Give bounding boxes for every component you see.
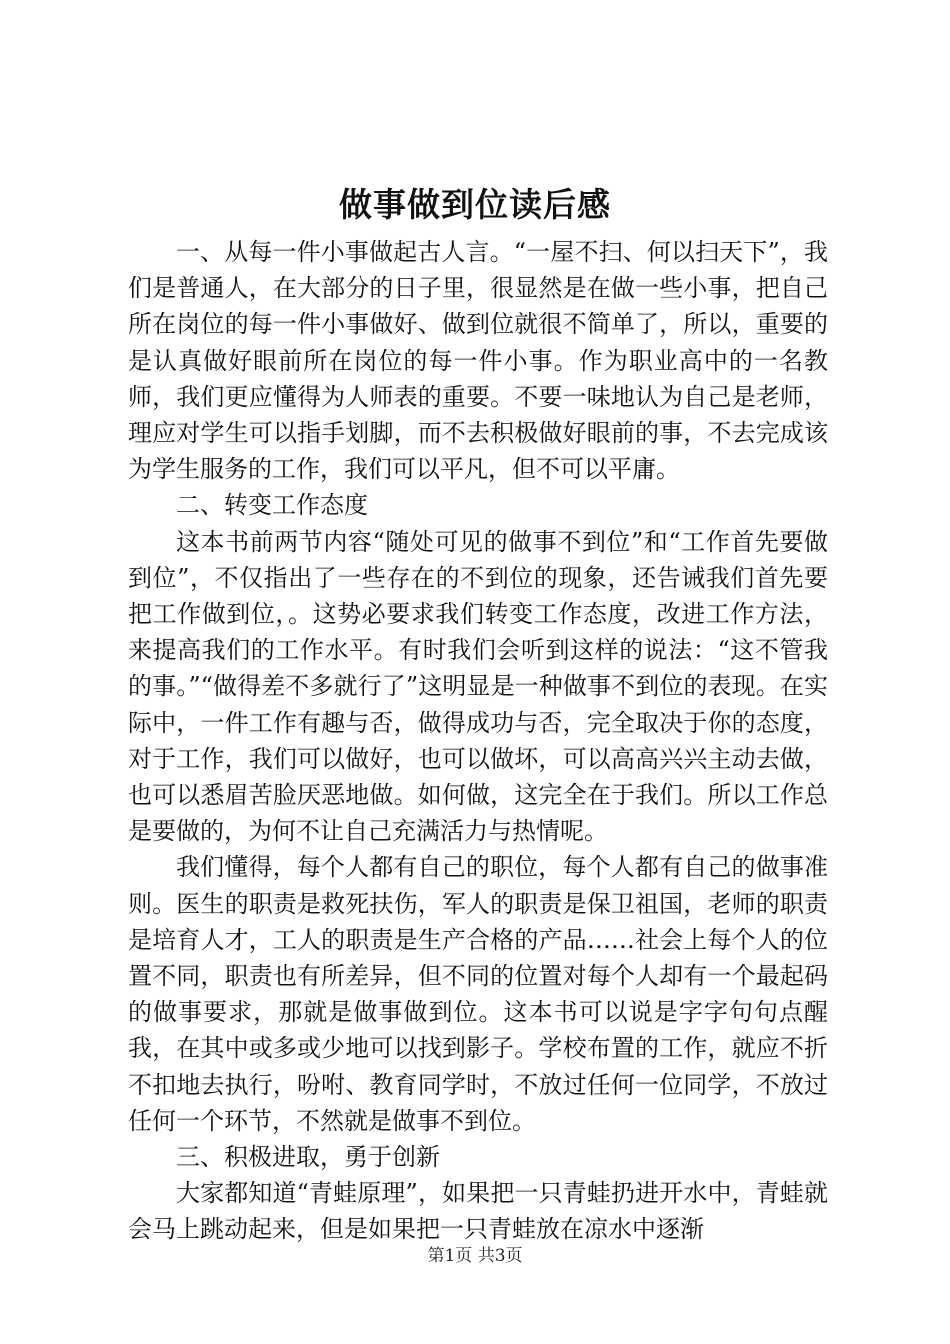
document-title: 做事做到位读后感 <box>339 185 611 224</box>
paragraph-1: 一、从每一件小事做起古人言。“一屋不扫、何以扫天下”，我们是普通人，在大部分的日子里，很显然是在做一些小事，把自己所在岗位的每一件小事做好、做到位就很不简单了，所以，重要的是认真做好眼前所在岗位的每一件小事。作为职业高中的一名教师，我们更应懂得为人师表的重要。不要一味地认为自己是老师，理应对学生可以指手划脚，而不去积极做好眼前的事，不去完成该为学生服务的工作，我们可以平凡，但不可以平庸。 <box>128 238 828 484</box>
paragraph-2: 这本书前两节内容“随处可见的做事不到位”和“工作首先要做到位”，不仅指出了一些存在的不到位的现象，还告诫我们首先要把工作做到位，。这势必要求我们转变工作态度，改进工作方法，来提高我们的工作水平。有时我们会听到这样的说法：“这不管我的事。”“做得差不多就行了”这明显是一种做事不到位的表现。在实际中，一件工作有趣与否，做得成功与否，完全取决于你的态度，对于工作，我们可以做好，也可以做坏，可以高高兴兴主动去做，也可以悉眉苦脸厌恶地做。如何做，这完全在于我们。所以工作总是要做的，为何不让自己充满活力与热情呢。 <box>128 527 828 846</box>
section-heading-2: 二、转变工作态度 <box>176 491 368 520</box>
paragraph-4: 大家都知道“青蛙原理”，如果把一只青蛙扔进开水中，青蛙就会马上跳动起来，但是如果把一只青蛙放在凉水中逐渐 <box>128 1179 828 1244</box>
document-body <box>128 234 828 1248</box>
section-heading-3: 三、积极进取，勇于创新 <box>176 1143 440 1172</box>
page-footer: 第1页 共3页 <box>427 1246 523 1266</box>
paragraph-3: 我们懂得，每个人都有自己的职位，每个人都有自己的做事准则。医生的职责是救死扶伤，军人的职责是保卫祖国，老师的职责是培育人才，工人的职责是生产合格的产品……社会上每个人的位置不同，职责也有所差异，但不同的位置对每个人却有一个最起码的做事要求，那就是做事做到位。这本书可以说是字字句句点醒我，在其中或多或少地可以找到影子。学校布置的工作，就应不折不扣地去执行，吩咐、教育同学时，不放过任何一位同学，不放过任何一个环节，不然就是做事不到位。 <box>128 853 828 1135</box>
